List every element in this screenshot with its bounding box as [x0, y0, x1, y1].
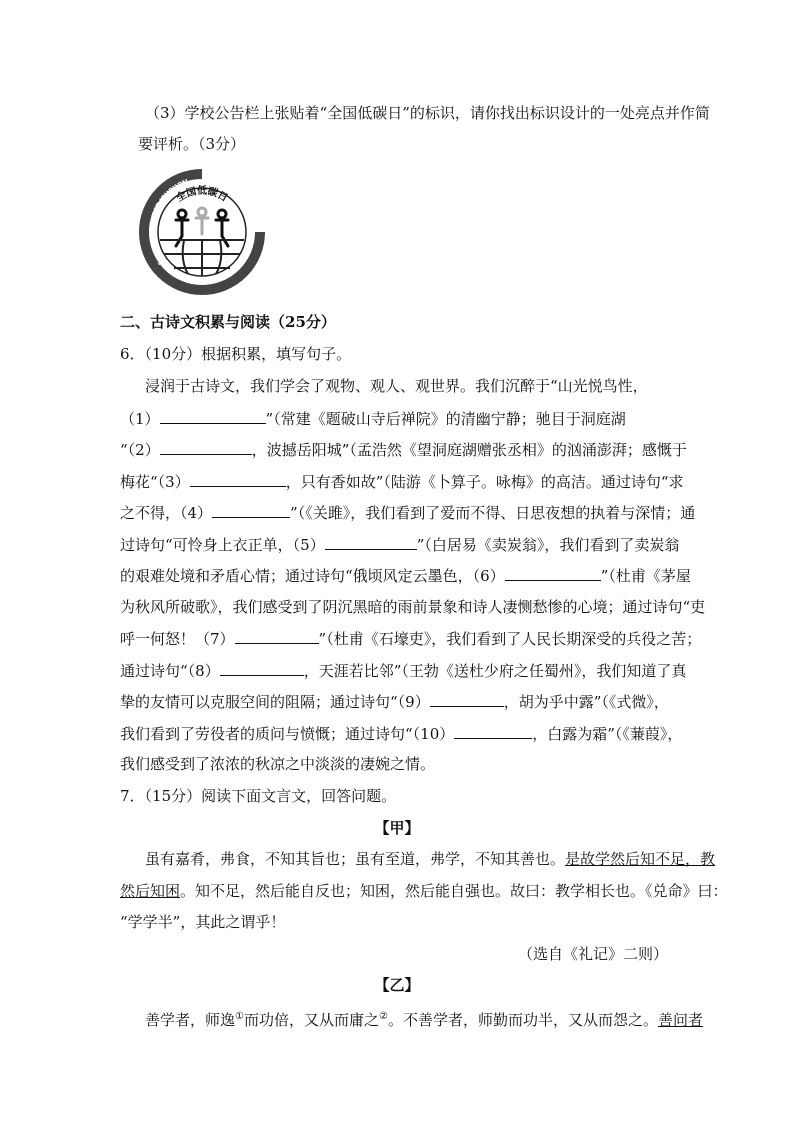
- passage-yi-title: 【乙】: [374, 976, 420, 994]
- answer-blank-6[interactable]: [505, 565, 601, 581]
- q6-line11: 挚的友情可以克服空间的阻隔；通过诗句“（9） ，胡为乎中露”（《式微》，: [120, 693, 669, 711]
- q6-line5: 之不得，（4） ”（《关雎》，我们看到了爱而不得、日思夜想的执着与深情；通: [120, 504, 696, 522]
- note-2: ②: [379, 1011, 388, 1022]
- note-1: ①: [235, 1011, 244, 1022]
- logo-cn-text: 全国低碳日: [174, 186, 230, 205]
- answer-blank-9[interactable]: [430, 691, 504, 707]
- underlined-sentence: 是故学然后知不足，教: [565, 850, 716, 868]
- answer-blank-3[interactable]: [190, 471, 286, 487]
- logo-en-text: National Low Carbon Day: [147, 176, 190, 268]
- jia-source: （选自《礼记》二则）: [517, 945, 668, 963]
- q6-line2: （1） ”（常建《题破山寺后禅院》的清幽宁静；驰目于洞庭湖: [120, 410, 626, 428]
- underlined-sentence-cont: 然后知困: [120, 882, 181, 900]
- underlined-sentence-yi: 善问者: [657, 1011, 703, 1029]
- q6-line8: 为秋风所破歌》，我们感受到了阴沉黑暗的雨前景象和诗人凄恻愁惨的心境；通过诗句“吏: [120, 598, 706, 616]
- answer-blank-4[interactable]: [212, 502, 290, 518]
- q6-line1: 浸润于古诗文，我们学会了观物、观人、观世界。我们沉醉于“山光悦鸟性，: [145, 377, 648, 395]
- answer-blank-8[interactable]: [220, 660, 304, 676]
- q3-line2: 要评析。（3分）: [138, 135, 246, 153]
- answer-blank-5[interactable]: [325, 534, 417, 550]
- q6-header: 6．（10分）根据积累，填写句子。: [120, 345, 352, 363]
- jia-line2: 然后知困。知不足，然后能自反也；知困，然后能自强也。故曰：教学相长也。《兑命》曰：: [120, 882, 728, 900]
- q6-line4: 梅花“（3） ，只有香如故”（陆游《卜算子。咏梅》的高洁。通过诗句“求: [120, 473, 684, 491]
- answer-blank-10[interactable]: [454, 723, 532, 739]
- answer-blank-1[interactable]: [160, 408, 266, 424]
- q6-line7: 的艰难处境和矛盾心情；通过诗句“俄顷风定云墨色，（6） ”（杜甫《茅屋: [120, 567, 691, 585]
- q6-line13: 我们感受到了浓浓的秋凉之中淡淡的凄婉之情。: [120, 755, 436, 773]
- passage-jia-title: 【甲】: [374, 819, 420, 837]
- low-carbon-day-logo: [138, 168, 266, 296]
- q6-line3: “（2） ，波撼岳阳城”（孟浩然《望洞庭湖赠张丞相》的汹涌澎湃；感慨于: [120, 441, 687, 459]
- answer-blank-2[interactable]: [160, 439, 252, 455]
- q6-line9: 呼一何怒！（7） ”（杜甫《石壕吏》，我们看到了人民长期深受的兵役之苦；: [120, 630, 702, 648]
- yi-line1: 善学者，师逸①而功倍，又从而庸之②。不善学者，师勤而功半，又从而怨之。善问者: [145, 1011, 703, 1029]
- jia-line1: 虽有嘉肴，弗食，不知其旨也；虽有至道，弗学，不知其善也。是故学然后知不足，教: [145, 850, 716, 868]
- q6-line6: 过诗句“可怜身上衣正单，（5） ”（白居易《卖炭翁》，我们看到了卖炭翁: [120, 536, 680, 554]
- jia-line3: “学学半”，其此之谓乎！: [120, 913, 286, 931]
- answer-blank-7[interactable]: [235, 628, 319, 644]
- q6-line12: 我们看到了劳役者的质问与愤慨；通过诗句“（10） ，白露为霜”（《蒹葭》，: [120, 725, 683, 743]
- q6-line10: 通过诗句“（8） ，天涯若比邻”（王勃《送杜少府之任蜀州》，我们知道了真: [120, 662, 687, 680]
- section2-title: 二、古诗文积累与阅读（25分）: [120, 313, 336, 331]
- q3-line1: （3）学校公告栏上张贴着“全国低碳日”的标识，请你找出标识设计的一处亮点并作简: [145, 104, 710, 122]
- q7-header: 7．（15分）阅读下面文言文，回答问题。: [120, 787, 397, 805]
